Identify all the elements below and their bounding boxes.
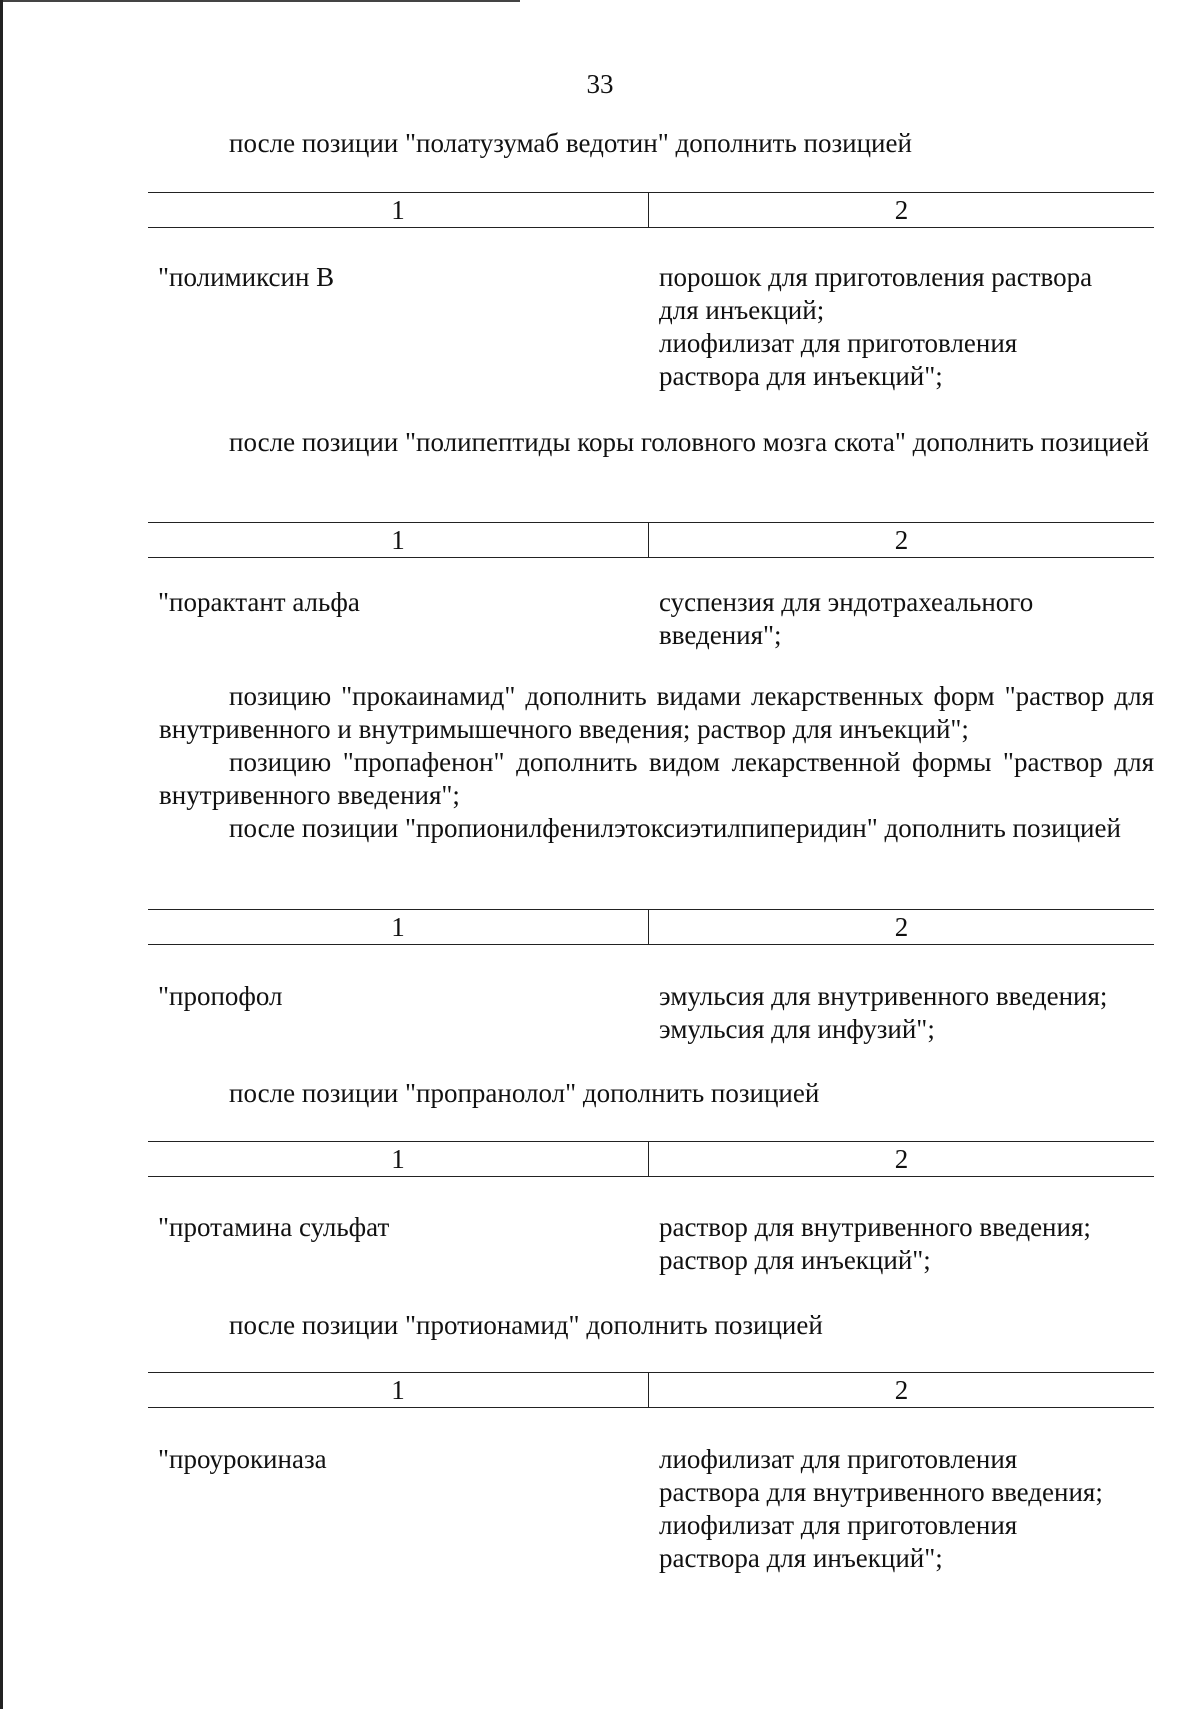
dosage-form-line: лиофилизат для приготовления (659, 1510, 1018, 1540)
dosage-form-line: порошок для приготовления раствора (659, 262, 1093, 292)
table-header (148, 909, 1154, 945)
table-header (148, 1141, 1154, 1177)
dosage-form-line: эмульсия для инфузий"; (659, 1014, 935, 1044)
dosage-form-line: для инъекций; (659, 295, 825, 325)
dosage-forms (659, 1211, 1154, 1277)
dosage-form-line: раствора для инъекций"; (659, 361, 943, 391)
column-1-header: 1 (148, 1142, 649, 1176)
table-header (148, 192, 1154, 228)
drug-name: "порактант альфа (158, 587, 360, 617)
instruction-paragraph: после позиции "полатузумаб ведотин" дополнить позицией (229, 128, 912, 158)
dosage-form-line: раствора для инъекций"; (659, 1543, 943, 1573)
instruction-paragraph: после позиции "пропранолол" дополнить позицией (229, 1078, 820, 1108)
instruction-paragraph: после позиции "протионамид" дополнить позицией (229, 1310, 823, 1340)
scan-edge-top (0, 0, 520, 2)
dosage-form-line: эмульсия для внутривенного введения; (659, 981, 1108, 1011)
column-1-header: 1 (148, 523, 649, 557)
scan-edge-left (0, 0, 3, 1709)
dosage-form-line: раствор для инъекций"; (659, 1245, 931, 1275)
column-2-header: 2 (894, 1375, 909, 1405)
dosage-forms (659, 980, 1154, 1046)
instruction-paragraph: после позиции "пропионилфенилэтоксиэтилпиперидин" дополнить позицией (229, 813, 1121, 843)
column-2-header: 2 (894, 195, 909, 225)
drug-name: "протамина сульфат (158, 1212, 390, 1242)
dosage-forms (659, 586, 1154, 652)
column-2-header: 2 (894, 912, 909, 942)
dosage-form-line: раствора для внутривенного введения; (659, 1477, 1103, 1507)
dosage-form-line: введения"; (659, 620, 782, 650)
instruction-paragraph: позицию "прокаинамид" дополнить видами лекарственных форм "раствор для внутривенного и внутримышечного введения; раствор для инъекций"; (159, 681, 1154, 744)
dosage-form-line: лиофилизат для приготовления (659, 1444, 1018, 1474)
drug-name: "проурокиназа (158, 1444, 327, 1474)
instruction-paragraph: позицию "пропафенон" дополнить видом лекарственной формы "раствор для внутривенного введения"; (159, 747, 1154, 810)
dosage-form-line: суспензия для эндотрахеального (659, 587, 1034, 617)
table-header (148, 522, 1154, 558)
column-1-header: 1 (148, 193, 649, 227)
dosage-forms (659, 1443, 1154, 1575)
drug-name: "полимиксин В (158, 262, 335, 292)
column-2-header: 2 (894, 525, 909, 555)
column-1-header: 1 (148, 1373, 649, 1407)
instruction-paragraph: после позиции "полипептиды коры головного мозга скота" дополнить позицией (229, 427, 1150, 457)
column-1-header: 1 (148, 910, 649, 944)
column-2-header: 2 (894, 1144, 909, 1174)
dosage-form-line: раствор для внутривенного введения; (659, 1212, 1091, 1242)
table-header (148, 1372, 1154, 1408)
dosage-forms (659, 261, 1154, 393)
drug-name: "пропофол (158, 981, 283, 1011)
page-number: 33 (586, 69, 614, 99)
dosage-form-line: лиофилизат для приготовления (659, 328, 1018, 358)
